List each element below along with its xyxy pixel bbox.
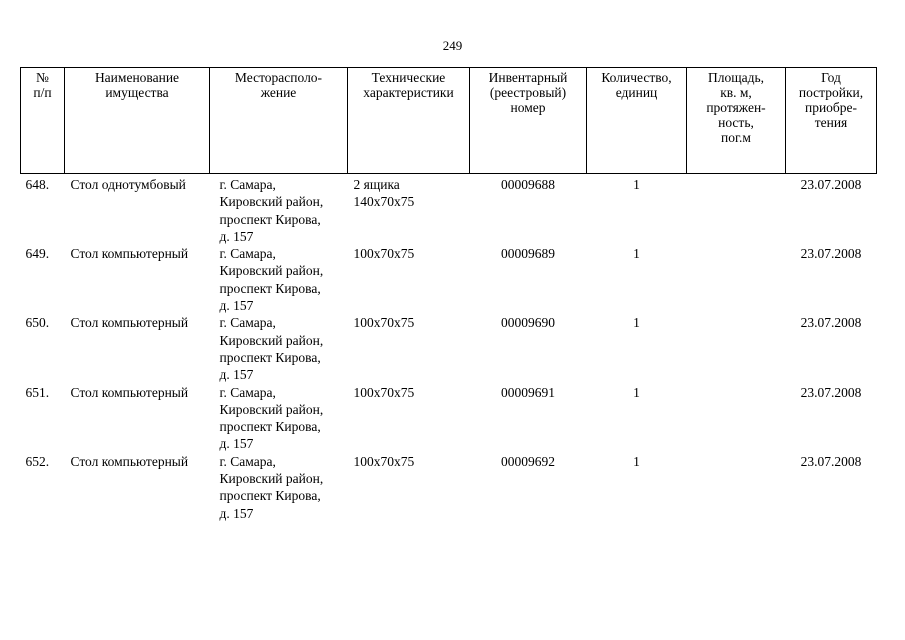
row-area bbox=[687, 174, 786, 246]
table-row bbox=[21, 245, 877, 314]
col-header-quantity bbox=[587, 68, 687, 174]
table-row bbox=[21, 174, 877, 246]
row-name: Стол однотумбовый bbox=[70, 177, 186, 192]
row-inventory-number: 00009692 bbox=[501, 453, 555, 469]
header-line: Наименование bbox=[94, 70, 180, 85]
header-line: Количество, bbox=[601, 70, 672, 85]
row-technical: 100х70х75 bbox=[353, 453, 415, 469]
table-row bbox=[21, 314, 877, 383]
row-quantity: 1 bbox=[633, 453, 640, 469]
row-inventory-number: 00009689 bbox=[501, 246, 555, 262]
row-year: 23.07.2008 bbox=[800, 246, 862, 262]
header-line: характеристики bbox=[363, 85, 454, 100]
row-quantity: 1 bbox=[633, 177, 640, 192]
header-line: Год bbox=[821, 70, 841, 85]
header-line: Площадь, bbox=[707, 70, 765, 85]
col-header-area bbox=[687, 68, 786, 174]
header-line: имущества bbox=[105, 85, 169, 100]
row-quantity: 1 bbox=[633, 384, 640, 400]
header-line: единиц bbox=[615, 85, 658, 100]
row-location: г. Самара, Кировский район, проспект Кирова, д. 157 bbox=[219, 177, 324, 244]
header-line: Месторасполо- bbox=[234, 70, 323, 85]
row-location: г. Самара, Кировский район, проспект Кирова, д. 157 bbox=[219, 246, 324, 314]
row-technical: 100х70х75 bbox=[353, 246, 415, 262]
row-year: 23.07.2008 bbox=[800, 453, 862, 469]
table-row bbox=[21, 384, 877, 453]
table-row bbox=[21, 453, 877, 522]
header-line: № bbox=[36, 70, 49, 85]
row-number: 649. bbox=[25, 246, 50, 262]
row-name: Стол компьютерный bbox=[70, 246, 189, 262]
header-line: Технические bbox=[371, 70, 446, 85]
header-line: п/п bbox=[33, 85, 52, 100]
header-line: постройки, bbox=[798, 85, 864, 100]
row-number: 648. bbox=[25, 177, 50, 192]
row-quantity: 1 bbox=[633, 246, 640, 262]
row-technical: 100х70х75 bbox=[353, 384, 415, 400]
header-line: протяжен- bbox=[706, 100, 766, 115]
row-name: Стол компьютерный bbox=[70, 384, 189, 400]
col-header-location bbox=[210, 68, 348, 174]
row-technical: 100х70х75 bbox=[353, 315, 415, 331]
row-quantity: 1 bbox=[633, 315, 640, 331]
row-inventory-number: 00009688 bbox=[501, 177, 555, 192]
header-line: (реестровый) bbox=[489, 85, 567, 100]
header-line: номер bbox=[510, 100, 546, 115]
header-line: приобре- bbox=[804, 100, 858, 115]
table-header-row bbox=[21, 68, 877, 174]
header-line: жение bbox=[260, 85, 297, 100]
row-inventory-number: 00009690 bbox=[501, 315, 555, 331]
row-location: г. Самара, Кировский район, проспект Кирова, д. 157 bbox=[219, 315, 324, 383]
row-area bbox=[687, 245, 786, 314]
row-location: г. Самара, Кировский район, проспект Кирова, д. 157 bbox=[219, 384, 324, 452]
row-year: 23.07.2008 bbox=[800, 384, 862, 400]
row-year: 23.07.2008 bbox=[800, 177, 862, 192]
row-area bbox=[687, 453, 786, 522]
row-area bbox=[687, 384, 786, 453]
col-header-year bbox=[786, 68, 877, 174]
page-number: 249 bbox=[442, 38, 463, 53]
row-area bbox=[687, 314, 786, 383]
header-line: ность, bbox=[718, 115, 754, 130]
header-line: кв. м, bbox=[720, 85, 752, 100]
col-header-inventory bbox=[470, 68, 587, 174]
col-header-name bbox=[65, 68, 210, 174]
row-number: 650. bbox=[25, 315, 50, 331]
row-name: Стол компьютерный bbox=[70, 453, 189, 469]
header-line: тения bbox=[814, 115, 848, 130]
header-line: Инвентарный bbox=[488, 70, 568, 85]
row-number: 651. bbox=[25, 384, 50, 400]
row-number: 652. bbox=[25, 453, 50, 469]
header-line: пог.м bbox=[721, 130, 751, 145]
row-location: г. Самара, Кировский район, проспект Кирова, д. 157 bbox=[219, 453, 324, 521]
row-inventory-number: 00009691 bbox=[501, 384, 555, 400]
col-header-technical bbox=[348, 68, 470, 174]
property-table bbox=[20, 67, 877, 522]
row-year: 23.07.2008 bbox=[800, 315, 862, 331]
row-technical: 2 ящика 140х70х75 bbox=[353, 177, 415, 210]
table-body bbox=[21, 174, 877, 522]
col-header-number bbox=[21, 68, 65, 174]
row-name: Стол компьютерный bbox=[70, 315, 189, 331]
